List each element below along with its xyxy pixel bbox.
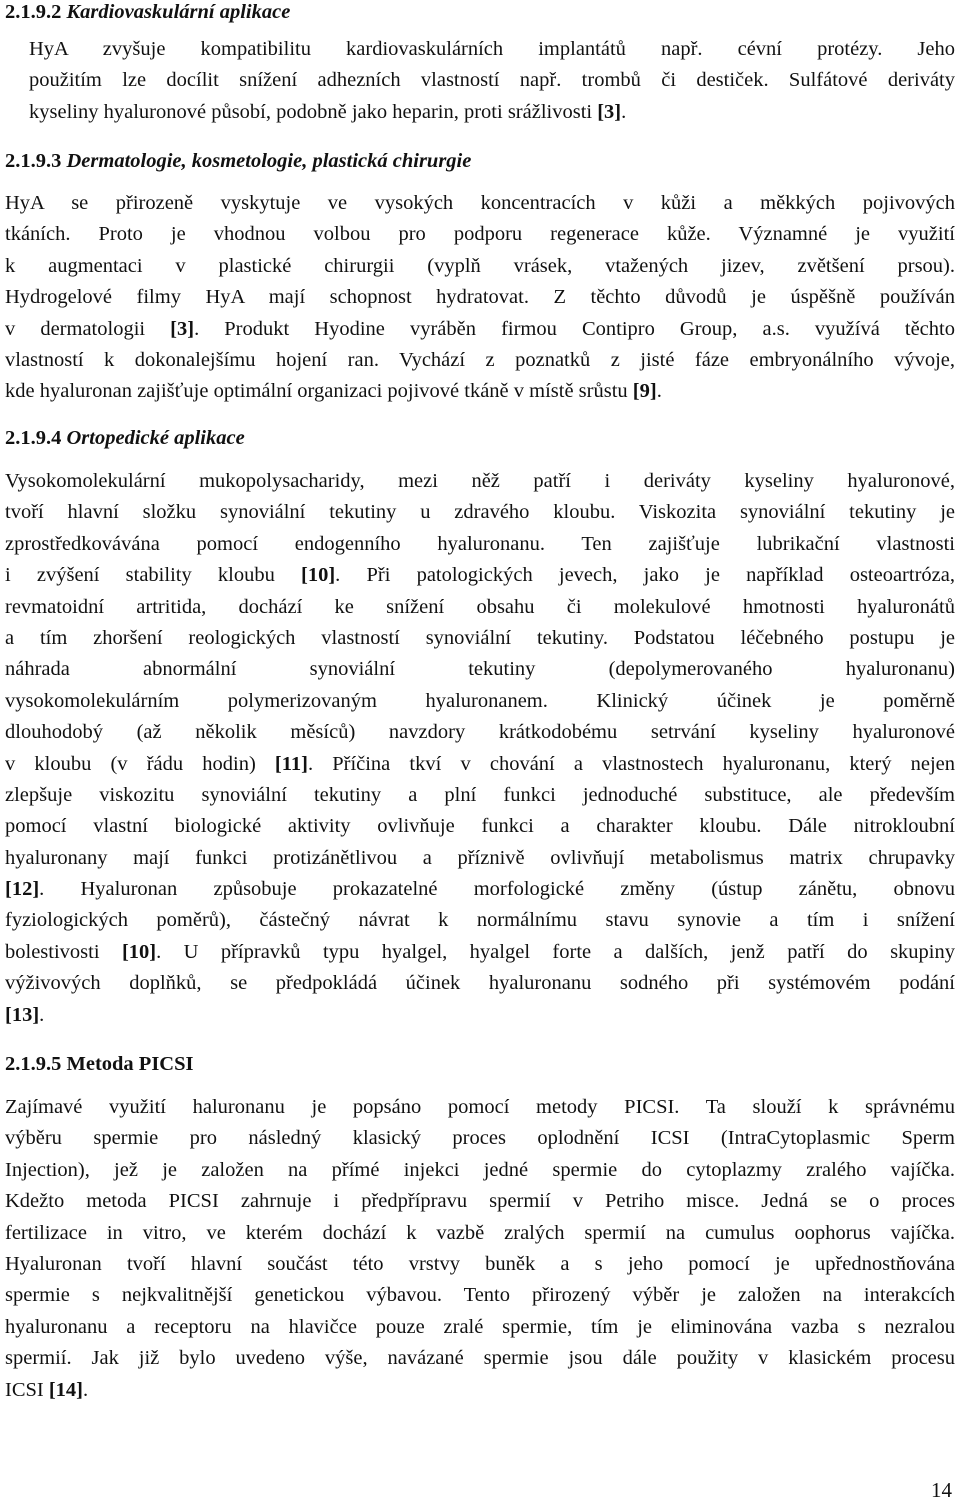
text-line: zprostředkovávána pomocí endogenního hyaluronanu. Ten zajišťuje lubrikační vlastnosti bbox=[5, 532, 955, 555]
text-line: náhrada abnormální synoviální tekutiny (depolymerovaného hyaluronanu) bbox=[5, 658, 955, 681]
text-line: [12]. Hyaluronan způsobuje prokazatelné morfologické změny (ústup zánětu, obnovu bbox=[5, 878, 955, 901]
text-line: pomocí vlastní biologické aktivity ovlivňuje funkci a charakter kloubu. Dále nitrokloubní bbox=[5, 815, 955, 838]
text-line: vysokomolekulárním polymerizovaným hyaluronanem. Klinický účinek je poměrně bbox=[5, 689, 955, 712]
text-line: kyseliny hyaluronové působí, podobně jako heparin, proti srážlivosti [3]. bbox=[29, 100, 627, 123]
text-line: Zajímavé využití haluronanu je popsáno pomocí metody PICSI. Ta slouží k správnému bbox=[5, 1096, 955, 1118]
heading-title: Kardiovaskulární aplikace bbox=[66, 1, 291, 23]
text-line: Hyaluronan tvoří hlavní součást této vrstvy buněk a s jeho pomocí je upřednostňována bbox=[5, 1252, 955, 1275]
text-line: k augmentaci v plastické chirurgii (vyplň vrásek, vtažených jizev, zvětšení prsou). bbox=[5, 254, 955, 277]
text-line: použitím lze docílit snížení adhezních vlastností např. trombů či destiček. Sulfátové deriváty bbox=[29, 69, 955, 92]
page-number: 14 bbox=[931, 1478, 952, 1502]
heading-number: 2.1.9.5 bbox=[5, 1053, 62, 1075]
text-line: fyziologických poměrů), částečný návrat k normálnímu stavu synovie a tím i snížení bbox=[5, 909, 955, 932]
text-line: výběru spermie pro následný klasický proces oplodnění ICSI (IntraCytoplasmic Sperm bbox=[5, 1127, 955, 1150]
heading-number: 2.1.9.2 bbox=[5, 1, 62, 23]
text-line: spermie s nejkvalitnější genetickou výbavou. Tento přirozený výběr je založen na interakcích bbox=[5, 1284, 955, 1307]
text-line: ICSI [14]. bbox=[5, 1378, 89, 1401]
heading-2-1-9-4 bbox=[5, 426, 245, 450]
citation-marker: [9] bbox=[632, 380, 657, 403]
heading-2-1-9-3 bbox=[5, 149, 471, 173]
text-line: tvoří hlavní složku synoviální tekutiny u zdravého kloubu. Viskozita synoviální tekutiny je bbox=[5, 501, 955, 524]
citation-marker: [3] bbox=[170, 317, 195, 340]
text-line: bolestivosti [10]. U přípravků typu hyalgel, hyalgel forte a dalších, jenž patří do skupiny bbox=[5, 940, 955, 963]
heading-2-1-9-5 bbox=[5, 1052, 193, 1076]
text-line: revmatoidní artritida, dochází ke snížení obsahu či molekulové hmotnosti hyaluronátů bbox=[5, 595, 955, 618]
citation-marker: [3] bbox=[597, 100, 622, 123]
citation-marker: [13] bbox=[5, 1003, 40, 1026]
heading-number: 2.1.9.3 bbox=[5, 150, 62, 172]
citation-marker: [11] bbox=[274, 752, 308, 775]
text-line: [13]. bbox=[5, 1003, 45, 1026]
text-line: Hydrogelové filmy HyA mají schopnost hydratovat. Z těchto důvodů je úspěšně používán bbox=[5, 286, 955, 309]
paragraph-ortho bbox=[5, 466, 955, 1031]
citation-marker: [12] bbox=[5, 878, 40, 901]
heading-title: Dermatologie, kosmetologie, plastická chirurgie bbox=[66, 150, 472, 172]
text-line: výživových doplňků, se předpokládá účinek hyaluronanu sodného při systémovém podání bbox=[5, 972, 955, 995]
text-line: vlastností k dokonalejšímu hojení ran. Vychází z poznatků z jisté fáze embryonálního vývoje, bbox=[5, 348, 955, 371]
heading-title: Ortopedické aplikace bbox=[66, 427, 245, 449]
paragraph-derma bbox=[5, 188, 955, 408]
heading-2-1-9-2 bbox=[5, 0, 290, 24]
text-line: v dermatologii [3]. Produkt Hyodine vyráběn firmou Contipro Group, a.s. využívá těchto bbox=[5, 317, 955, 340]
text-line: spermií. Jak již bylo uvedeno výše, navázané spermie jsou dále použity v klasickém procesu bbox=[5, 1347, 955, 1370]
text-line: tkáních. Proto je vhodnou volbou pro podporu regenerace kůže. Významné je využití bbox=[5, 223, 955, 246]
text-line: zlepšuje viskozitu synoviální tekutiny a plní funkci jednoduché substituce, ale především bbox=[5, 783, 955, 806]
text-line: HyA zvyšuje kompatibilitu kardiovaskulárních implantátů např. cévní protézy. Jeho bbox=[29, 38, 955, 60]
heading-number: 2.1.9.4 bbox=[5, 427, 62, 449]
text-line: i zvýšení stability kloubu [10]. Při patologických jevech, jako je například osteoartróza, bbox=[5, 564, 955, 587]
citation-marker: [10] bbox=[301, 564, 336, 587]
paragraph-cardio bbox=[5, 34, 955, 128]
text-line: fertilizace in vitro, ve kterém dochází k vazbě zralých spermií na cumulus oophorus vajíčka. bbox=[5, 1221, 955, 1244]
text-line: Injection), jež je založen na přímé injekci jedné spermie do cytoplazmy zralého vajíčka. bbox=[5, 1158, 955, 1181]
text-line: v kloubu (v řádu hodin) [11]. Příčina tkví v chování a vlastnostech hyaluronanu, který nejen bbox=[5, 752, 955, 775]
text-line: HyA se přirozeně vyskytuje ve vysokých koncentracích v kůži a měkkých pojivových bbox=[5, 192, 955, 214]
citation-marker: [10] bbox=[121, 940, 157, 963]
text-line: Kdežto metoda PICSI zahrnuje i předpřípravu spermií v Petriho misce. Jedná se o proces bbox=[5, 1190, 955, 1213]
text-line: hyaluronany mají funkci protizánětlivou a příznivě ovlivňují metabolismus matrix chrupavky bbox=[5, 846, 955, 869]
citation-marker: [14] bbox=[48, 1378, 84, 1401]
text-line: a tím zhoršení reologických vlastností synoviální tekutiny. Podstatou léčebného postupu je bbox=[5, 626, 955, 649]
text-line: kde hyaluronan zajišťuje optimální organizaci pojivové tkáně v místě srůstu [9]. bbox=[5, 380, 662, 403]
text-line: Vysokomolekulární mukopolysacharidy, mezi něž patří i deriváty kyseliny hyaluronové, bbox=[5, 470, 955, 492]
text-line: hyaluronanu a receptoru na hlavičce pouze zralé spermie, tím je eliminována vazba s nezralou bbox=[5, 1315, 955, 1338]
paragraph-picsi bbox=[5, 1092, 955, 1406]
heading-title: Metoda PICSI bbox=[66, 1053, 194, 1075]
text-line: dlouhodobý (až několik měsíců) navzdory krátkodobému setrvání kyseliny hyaluronové bbox=[5, 721, 955, 744]
